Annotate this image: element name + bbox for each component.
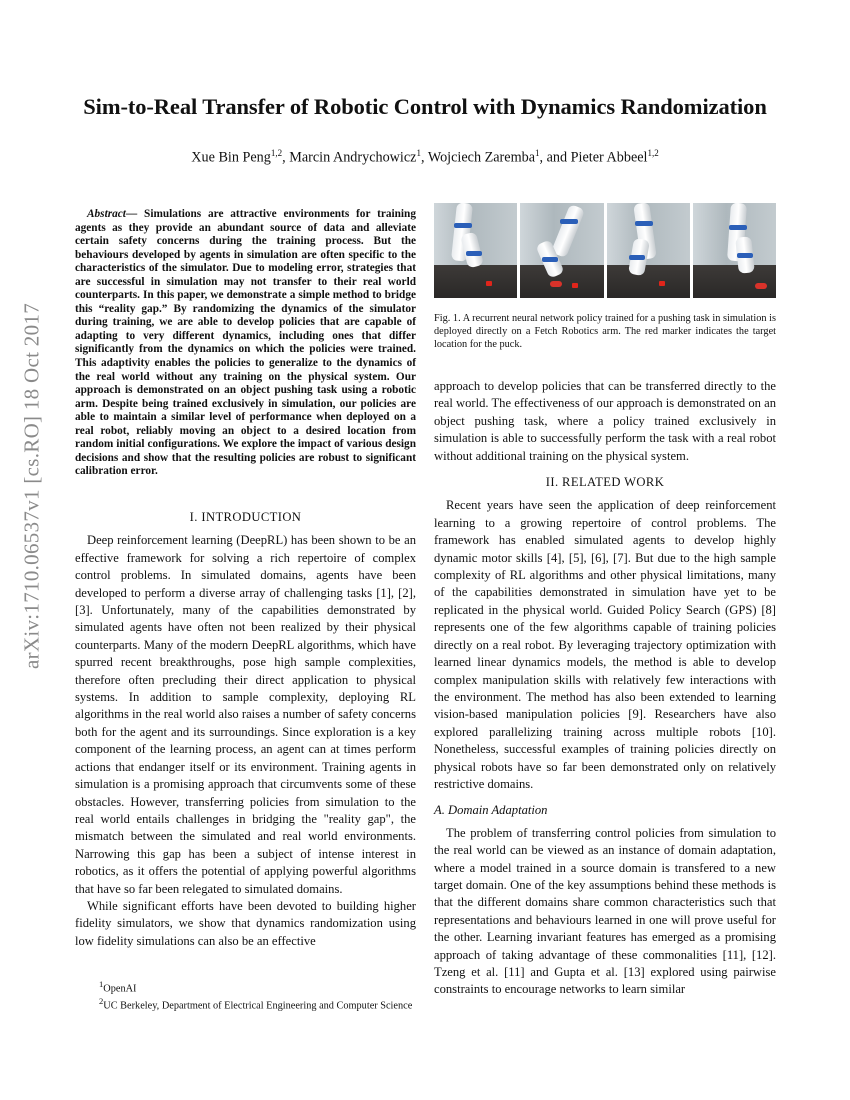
footnote-mark: 2	[99, 996, 104, 1007]
abstract-text: — Simulations are attractive environments for training agents as they provide an abundant source of data and alleviate certain safety concerns during the training process. But the behaviours developed by agents in simulation are often specific to the characteristics of the simulator. Due to modeling error, strategies that are successful in simulation may not transfer to their real world counterparts. In this paper, we demonstrate a simple method to bridge this “reality gap.” By randomizing the dynamics of the simulator during training, we are able to develop policies that are capable of adapting to very different dynamics, including ones that differ significantly from the dynamics on which the policies were trained. This adaptivity enables the policies to generalize to the dynamics of the real world without any training on the physical system. Our approach is demonstrated on an object pushing task using a robotic arm. Despite being trained exclusively in simulation, our policies are able to maintain a similar level of performance when deployed on a real robot, reliably moving an object to a desired location from random initial configurations. We explore the impact of various design decisions and show that the resulting policies are robust to significant calibration error.	[75, 208, 416, 478]
intro-paragraph: While significant efforts have been devoted to building higher fidelity simulators, we show that dynamics randomization using low fidelity simulations can also be an effective	[75, 898, 416, 948]
figure-caption: Fig. 1. A recurrent neural network policy trained for a pushing task in simulation is deployed directly on a Fetch Robotics arm. The red marker indicates the target location for the puck.	[434, 313, 776, 350]
footnotes	[75, 978, 416, 1013]
footnote	[75, 995, 416, 1012]
paper-title: Sim-to-Real Transfer of Robotic Control with Dynamics Randomization	[83, 94, 767, 119]
figure-1	[434, 203, 776, 351]
target-marker	[659, 281, 665, 286]
introduction-section	[75, 509, 416, 950]
author-separator: , and	[539, 149, 571, 166]
target-marker	[572, 283, 578, 288]
abstract	[75, 208, 416, 479]
subsection-heading-domain-adaptation: A. Domain Adaptation	[434, 803, 548, 818]
author-name: Wojciech Zaremba	[427, 149, 536, 166]
robot-photo-frame	[607, 203, 690, 298]
author-affiliation: 1	[416, 148, 421, 158]
robot-photo-frame	[520, 203, 603, 298]
author-name: Pieter Abbeel	[570, 149, 648, 166]
author-separator: ,	[420, 149, 428, 166]
puck	[755, 283, 767, 289]
intro-continuation: approach to develop policies that can be transferred directly to the real world. The effectiveness of our approach is demonstrated on an object pushing task, where a policy trained exclusively in simulation is able to successfully perform the task with a real robot without additional training on the physical system.	[434, 379, 776, 463]
author-affiliation: 1,2	[647, 148, 659, 158]
arxiv-id: arXiv:1710.06537v1 [cs.RO] 18 Oct 2017	[19, 302, 44, 670]
section-heading-introduction: I. INTRODUCTION	[189, 510, 302, 524]
footnote	[75, 978, 416, 995]
robot-photo-strip	[434, 203, 776, 298]
domain-adaptation-paragraph: The problem of transferring control policies from simulation to the real world can be viewed as an instance of domain adaptation, where a model trained in a source domain is transfered to a new target domain. One of the key assumptions behind these methods is that the different domains share common characteristics such that representations and behaviours learned in one will prove useful for the other. Learning invariant features has emerged as a promising approach of taking advantage of these commonalities [11], [12]. Tzeng et al. [11] and Gupta et al. [13] explored using pairwise constraints to encourage networks to learn similar	[434, 825, 776, 997]
intro-paragraph: Deep reinforcement learning (DeepRL) has been shown to be an effective framework for solving a rich repertoire of complex control problems. In simulated domains, agents have been developed to perform a diverse array of challenging tasks [1], [2], [3]. Unfortunately, many of the capabilities demonstrated by simulated agents have often not been realized by their physical counterparts. Many of the modern DeepRL algorithms, which have spurred recent breakthroughs, pose high sample complexities, therefore often precluding their direct application to physical systems. In addition to sample complexity, deploying RL algorithms in the real world also raises a number of safety concerns both for the agent and its surroundings. Since exploration is a key component of the learning process, an agent can at times perform actions that endanger itself or its environment. Training agents in simulation is a promising approach that circumvents some of these obstacles. However, transferring policies from simulation to the real world entails challenges in bridging the "reality gap", the mismatch between the simulated and real world environments. Narrowing this gap has been a subject of intense interest in robotics, as it offers the potential of applying powerful algorithms that have so far been relegated to simulated domains.	[75, 533, 416, 896]
author-affiliation: 1,2	[270, 148, 283, 158]
right-column	[434, 378, 776, 999]
related-work-paragraph: Recent years have seen the application of deep reinforcement learning to a growing repertoire of control problems. The framework has enabled simulated agents to develop highly dynamic motor skills [4], [5], [6], [7]. But due to the high sample complexity of RL algorithms and other physical limitations, many of the capabilities demonstrated in simulation have yet to be replicated in the physical world. Guided Policy Search (GPS) [8] represents one of the few algorithms capable of training policies directly on a real robot. By leveraging trajectory optimization with learned linear dynamics models, the method is able to develop complex manipulation skills with relatively few interactions with the environment. The method has also been extended to learning vision-based manipulation policies [9]. Researchers have also explored parallelizing training across multiple robots [10]. Nonetheless, successful examples of training policies directly on physical robots have so far been demonstrated only on relatively restrictive domains.	[434, 498, 776, 791]
puck	[550, 281, 562, 287]
footnote-text: OpenAI	[103, 983, 137, 995]
arxiv-stamp	[12, 296, 52, 676]
footnote-text: UC Berkeley, Department of Electrical Engineering and Computer Science	[103, 1000, 413, 1012]
robot-photo-frame	[693, 203, 776, 298]
target-marker	[486, 281, 492, 286]
author-name: Marcin Andrychowicz	[289, 149, 417, 166]
abstract-label: Abstract	[87, 208, 126, 220]
author-list	[60, 148, 790, 167]
author-name: Xue Bin Peng	[191, 149, 271, 166]
robot-photo-frame	[434, 203, 517, 298]
author-affiliation: 1	[535, 148, 540, 158]
section-heading-related-work: II. RELATED WORK	[545, 475, 665, 490]
author-separator: ,	[282, 149, 290, 166]
footnote-mark: 1	[99, 979, 104, 989]
